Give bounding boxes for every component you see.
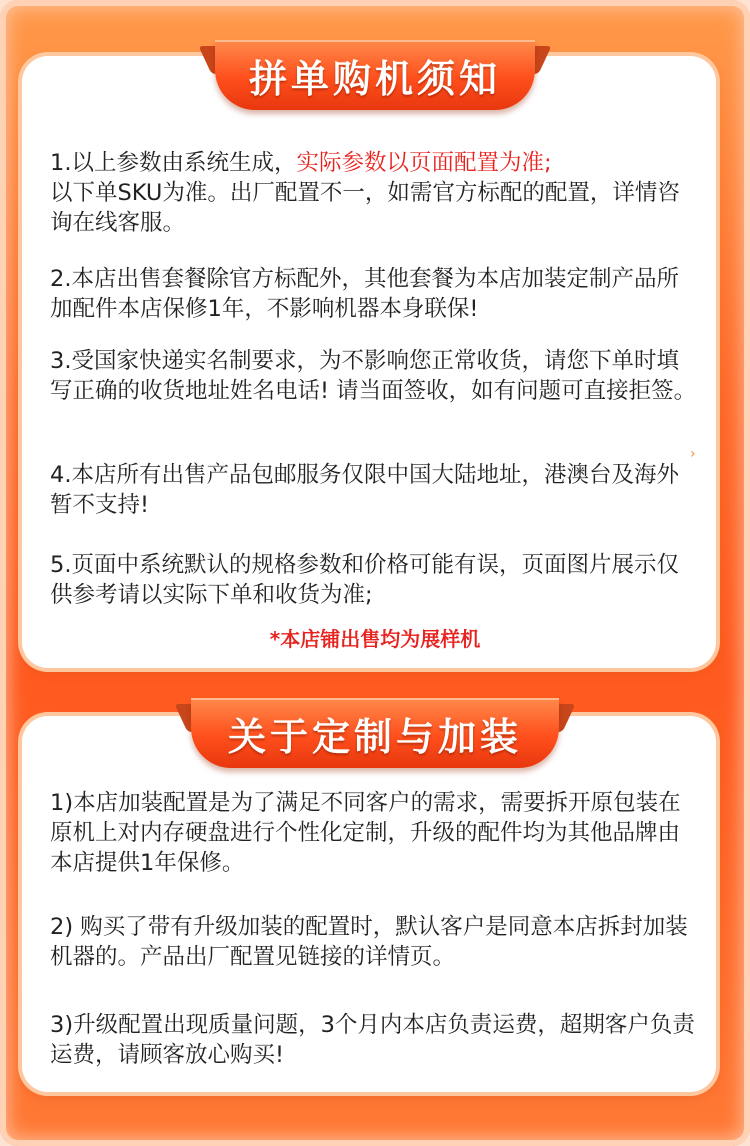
custom-item-2: 2) 购买了带有升级加装的配置时，默认客户是同意本店拆封加装机器的。产品出厂配置见链接的详情页。: [50, 914, 688, 970]
custom-item-1: 1)本店加装配置是为了满足不同客户的需求，需要拆开原包装在原机上对内存硬盘进行个性化定制，升级的配件均为其他品牌由本店提供1年保修。: [50, 790, 681, 876]
purchase-notice-title: 拼单购机须知: [248, 56, 501, 101]
notice-item-5: 5.页面中系统默认的规格参数和价格可能有误，页面图片展示仅供参考请以实际下单和收货为准;: [50, 552, 679, 608]
customization-title: 关于定制与加装: [227, 714, 522, 759]
custom-item-3: 3)升级配置出现质量问题，3个月内本店负责运费，超期客户负责运费，请顾客放心购买!: [50, 1012, 695, 1068]
sample-machine-note: *本店铺出售均为展样机: [269, 627, 481, 651]
customization-ribbon: [191, 698, 559, 768]
purchase-notice-ribbon: [215, 40, 535, 110]
notice-item-1-rest: 以下单SKU为准。出厂配置不一，如需官方标配的配置，详情咨询在线客服。: [50, 180, 680, 236]
notice-item-2: 2.本店出售套餐除官方标配外，其他套餐为本店加装定制产品所加配件本店保修1年，不影响机器本身联保!: [50, 266, 679, 322]
notice-item-1: [50, 148, 700, 238]
chevron-right-icon: ›: [690, 446, 696, 462]
notice-item-4: 4.本店所有出售产品包邮服务仅限中国大陆地址，港澳台及海外暂不支持!: [50, 462, 679, 518]
notice-item-1-prefix: 1.以上参数由系统生成，: [50, 150, 297, 176]
notice-item-1-highlight: 实际参数以页面配置为准;: [296, 150, 552, 176]
notice-item-3: 3.受国家快递实名制要求，为不影响您正常收货，请您下单时填写正确的收货地址姓名电话! 请当面签收，如有问题可直接拒签。: [50, 348, 697, 404]
